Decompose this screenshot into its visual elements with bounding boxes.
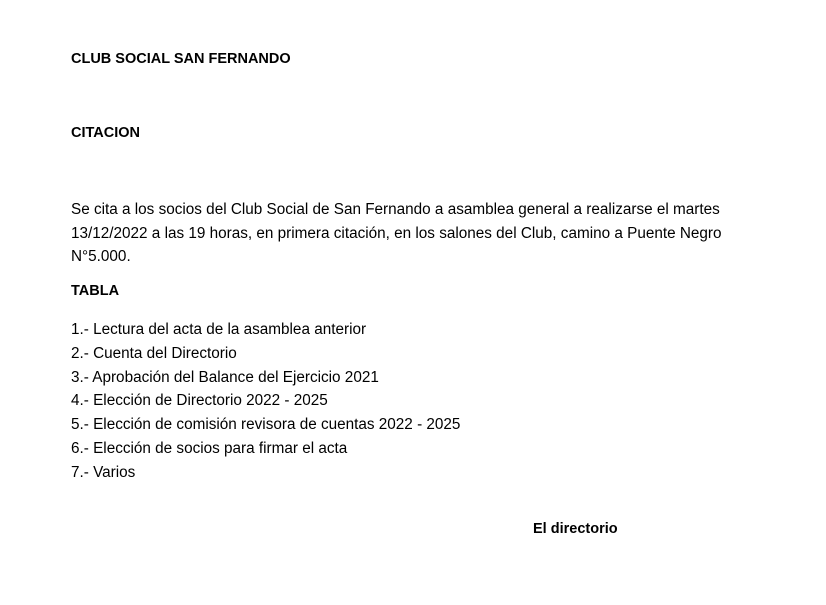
agenda-list — [71, 318, 460, 485]
agenda-item: 3.- Aprobación del Balance del Ejercicio 2021 — [71, 368, 379, 386]
agenda-item: 6.- Elección de socios para firmar el acta — [71, 439, 348, 457]
paragraph-line: 13/12/2022 a las 19 horas, en primera citación, en los salones del Club, camino a Puente Negro — [71, 224, 722, 242]
paragraph-line: N°5.000. — [71, 248, 131, 265]
agenda-item: 4.- Elección de Directorio 2022 - 2025 — [71, 392, 328, 410]
agenda-item: 2.- Cuenta del Directorio — [71, 344, 237, 362]
signature: El directorio — [533, 521, 618, 537]
document-heading: CITACION — [71, 125, 141, 141]
organization-title: CLUB SOCIAL SAN FERNANDO — [71, 51, 291, 67]
agenda-item: 7.- Varios — [71, 463, 136, 481]
agenda-item: 1.- Lectura del acta de la asamblea anterior — [71, 321, 367, 338]
agenda-item: 5.- Elección de comisión revisora de cuentas 2022 - 2025 — [71, 416, 461, 434]
agenda-heading: TABLA — [71, 283, 120, 299]
citation-paragraph — [71, 198, 781, 269]
paragraph-line: Se cita a los socios del Club Social de San Fernando a asamblea general a realizarse el martes — [71, 201, 720, 218]
